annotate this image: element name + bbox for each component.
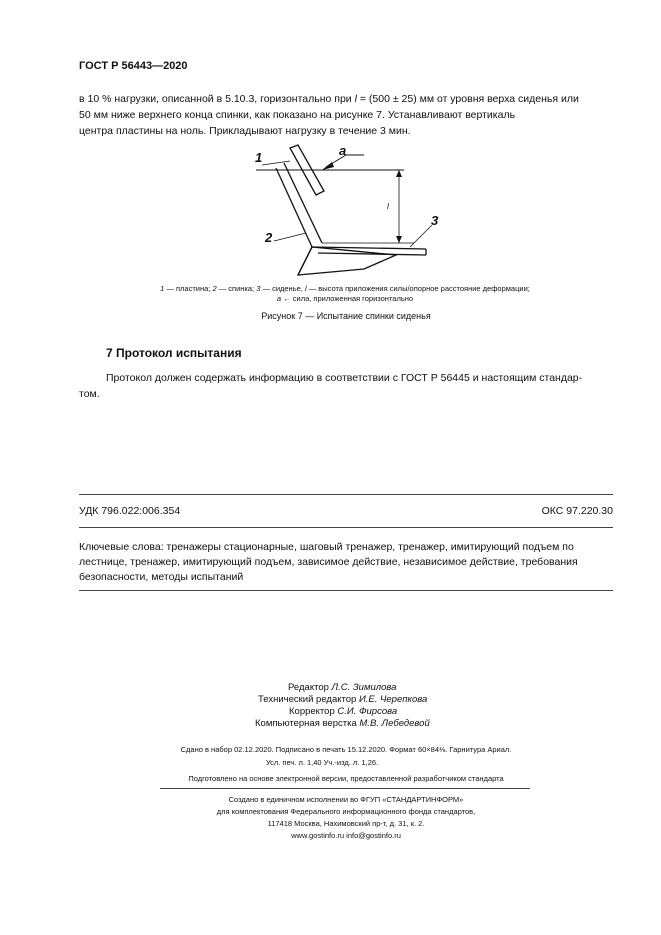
publisher-line4: www.gostinfo.ru info@gostinfo.ru xyxy=(291,831,401,840)
figure-legend-line1 xyxy=(100,284,590,294)
layout-name: М.В. Лебедевой xyxy=(359,718,430,729)
legend-segment: — высота приложения силы/опорное расстояние деформации; xyxy=(306,284,530,293)
leader-1 xyxy=(262,161,290,165)
figure-caption: Рисунок 7 — Испытание спинки сиденья xyxy=(261,311,431,321)
back-rear-line xyxy=(284,163,322,243)
legend-segment: — пластина; xyxy=(164,284,213,293)
staff-corrector xyxy=(289,706,549,719)
back-front-line xyxy=(276,168,312,247)
staff-layout xyxy=(255,718,515,731)
corrector-name: С.И. Фирсова xyxy=(337,706,398,717)
keywords-line3: безопасности, методы испытаний xyxy=(79,571,244,583)
figure-legend-line2 xyxy=(100,294,590,304)
editor-role: Редактор xyxy=(288,682,329,693)
staff-tech-editor xyxy=(258,694,518,707)
editor-name: Л.С. Зимилова xyxy=(331,682,397,693)
divider-publisher xyxy=(160,788,530,789)
label-back: 2 xyxy=(265,230,273,245)
label-height: l xyxy=(387,202,389,211)
staff-editor xyxy=(288,682,548,695)
divider-bottom xyxy=(79,590,613,591)
legend-segment: a xyxy=(276,294,282,303)
layout-role: Компьютерная верстка xyxy=(255,718,357,729)
label-plate: 1 xyxy=(255,150,263,165)
intro-var-l: l xyxy=(354,93,357,105)
tech-name: И.Е. Черепкова xyxy=(358,694,428,705)
divider-top xyxy=(79,494,613,495)
oks-code: ОКС 97.220.30 xyxy=(541,505,613,517)
divider-middle xyxy=(79,527,613,528)
publisher-line1: Создано в единичном исполнении во ФГУП «СТАНДАРТИНФОРМ» xyxy=(228,795,464,804)
legend-segment: l xyxy=(304,284,307,293)
section-line2: том. xyxy=(79,388,100,400)
intro-line2: 50 мм ниже верхнего конца спинки, как показано на рисунке 7. Устанавливают вертикаль xyxy=(79,109,516,121)
figure-7-seat-back-test xyxy=(246,143,446,283)
tech-role: Технический редактор xyxy=(258,694,357,705)
legend-segment: — спинка; xyxy=(216,284,257,293)
intro-line3: центра пластины на ноль. Прикладывают нагрузку в течение 3 мин. xyxy=(79,125,411,137)
print-info-line2: Усл. печ. л. 1,40 Уч.-изд. л. 1,26. xyxy=(265,758,379,767)
intro-line1a: в 10 % нагрузки, описанной в 5.10.3, горизонтально при xyxy=(79,93,355,105)
dim-arrow-top xyxy=(396,170,402,177)
support-front-line xyxy=(298,247,312,275)
intro-paragraph xyxy=(79,91,613,139)
legend-segment: 1 xyxy=(160,284,165,293)
keywords-line2: лестнице, тренажер, имитирующий подъем, зависимое действие, независимое действие, требования xyxy=(79,556,578,568)
legend-segment: 2 xyxy=(212,284,217,293)
dim-arrow-bottom xyxy=(396,236,402,243)
legend-segment: 3 xyxy=(256,284,261,293)
intro-line1b: = (500 ± 25) мм от уровня верха сиденья или xyxy=(356,93,579,105)
prepared-note: Подготовлено на основе электронной версии, предоставленной разработчиком стандарта xyxy=(188,774,504,783)
page-header-standard: ГОСТ Р 56443—2020 xyxy=(79,60,188,72)
leader-3 xyxy=(410,225,432,247)
section-line1: Протокол должен содержать информацию в соответствии с ГОСТ Р 56445 и настоящим стандар- xyxy=(106,372,583,384)
print-info-line1: Сдано в набор 02.12.2020. Подписано в печать 15.12.2020. Формат 60×84⅛. Гарнитура Ариал. xyxy=(180,745,512,754)
section-title: 7 Протокол испытания xyxy=(106,346,242,360)
section-paragraph xyxy=(79,370,613,402)
keywords-line1: Ключевые слова: тренажеры стационарные, шаговый тренажер, тренажер, имитирующий подъем по xyxy=(79,541,574,553)
label-force: a xyxy=(339,143,347,158)
keywords xyxy=(79,540,613,585)
legend-segment: — сиденье, xyxy=(260,284,305,293)
corrector-role: Корректор xyxy=(289,706,335,717)
label-seat: 3 xyxy=(431,213,439,228)
leader-2 xyxy=(274,233,306,241)
support-frame xyxy=(298,247,396,275)
legend-segment: ← сила, приложенная горизонтально xyxy=(281,294,414,303)
publisher-line2: для комплектования Федерального информационного фонда стандартов, xyxy=(216,807,476,816)
publisher-line3: 117418 Москва, Нахимовский пр-т, д. 31, к. 2. xyxy=(267,819,425,828)
force-arrow-head xyxy=(322,162,334,170)
udk-code: УДК 796.022:006.354 xyxy=(79,505,181,517)
